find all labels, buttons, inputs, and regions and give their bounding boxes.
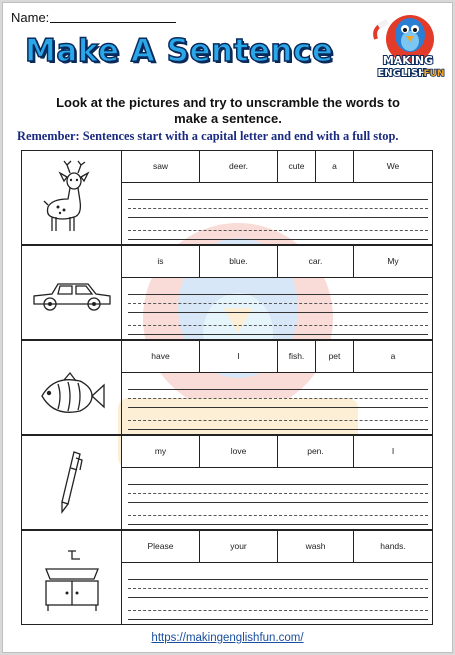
- sentence-row: [21, 530, 433, 625]
- word-tile[interactable]: Please: [122, 531, 200, 562]
- word-tile[interactable]: cute: [278, 151, 316, 182]
- sentence-row: [21, 435, 433, 530]
- word-tile[interactable]: blue.: [200, 246, 278, 277]
- word-tile[interactable]: I: [200, 341, 278, 372]
- picture-cell: [22, 341, 122, 434]
- writing-lines[interactable]: [128, 185, 428, 243]
- car-icon: [22, 246, 122, 339]
- word-tile[interactable]: your: [200, 531, 278, 562]
- logo-text-making: MAKING: [382, 54, 434, 67]
- word-tile[interactable]: deer.: [200, 151, 278, 182]
- picture-cell: [22, 246, 122, 339]
- word-bank: [122, 436, 432, 468]
- sentence-row: [21, 150, 433, 245]
- name-blank-line[interactable]: [50, 10, 176, 23]
- picture-cell: [22, 531, 122, 624]
- word-bank: [122, 151, 432, 183]
- word-tile[interactable]: car.: [278, 246, 354, 277]
- word-tile[interactable]: love: [200, 436, 278, 467]
- instructions-line-1: Look at the pictures and try to unscramble the words to: [56, 95, 400, 110]
- worksheet-title: Make A Sentence: [25, 33, 334, 69]
- making-english-fun-logo: [370, 9, 446, 81]
- word-tile[interactable]: a: [316, 151, 354, 182]
- pen-icon: [22, 436, 122, 529]
- word-bank: [122, 341, 432, 373]
- remember-note: Remember: Sentences start with a capital letter and end with a full stop.: [17, 129, 399, 143]
- writing-lines[interactable]: [128, 470, 428, 528]
- word-tile[interactable]: saw: [122, 151, 200, 182]
- website-link[interactable]: https://makingenglishfun.com/: [151, 632, 304, 644]
- deer-icon: [22, 151, 122, 244]
- sink-icon: [22, 531, 122, 624]
- worksheet-page: [2, 2, 453, 653]
- word-tile[interactable]: wash: [278, 531, 354, 562]
- word-tile[interactable]: I: [354, 436, 432, 467]
- logo-text-english: ENGLISH: [377, 68, 427, 79]
- instructions-line-2: make a sentence.: [174, 111, 282, 126]
- sentence-row: [21, 340, 433, 435]
- word-tile[interactable]: hands.: [354, 531, 432, 562]
- name-field: [11, 10, 176, 25]
- writing-lines[interactable]: [128, 280, 428, 338]
- writing-lines[interactable]: [128, 375, 428, 433]
- word-tile[interactable]: My: [354, 246, 432, 277]
- word-tile[interactable]: pet: [316, 341, 354, 372]
- word-tile[interactable]: my: [122, 436, 200, 467]
- writing-lines[interactable]: [128, 565, 428, 623]
- word-tile[interactable]: a: [354, 341, 432, 372]
- word-tile[interactable]: is: [122, 246, 200, 277]
- word-tile[interactable]: fish.: [278, 341, 316, 372]
- word-tile[interactable]: pen.: [278, 436, 354, 467]
- picture-cell: [22, 436, 122, 529]
- sentence-grid: [21, 150, 433, 625]
- picture-cell: [22, 151, 122, 244]
- sentence-row: [21, 245, 433, 340]
- logo-text-fun: FUN: [423, 69, 445, 79]
- instructions: [33, 95, 423, 127]
- name-label: Name:: [11, 10, 50, 25]
- word-tile[interactable]: have: [122, 341, 200, 372]
- word-bank: [122, 246, 432, 278]
- word-bank: [122, 531, 432, 563]
- word-tile[interactable]: We: [354, 151, 432, 182]
- fish-icon: [22, 341, 122, 434]
